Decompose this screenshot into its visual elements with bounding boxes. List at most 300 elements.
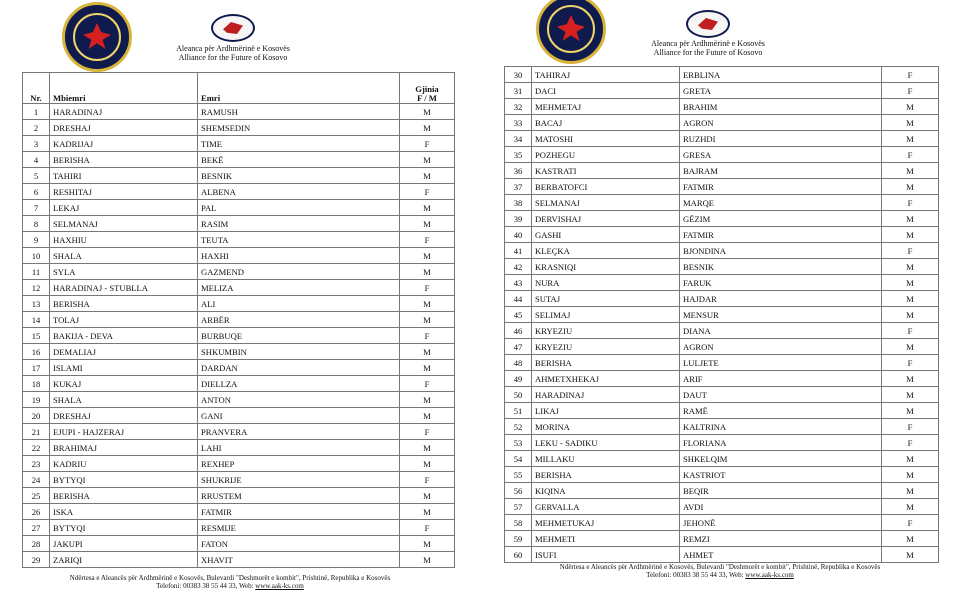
cell-nr: 32 — [505, 99, 532, 115]
cell-nr: 41 — [505, 243, 532, 259]
cell-nr: 34 — [505, 131, 532, 147]
cell-name: SHEMSEDIN — [198, 120, 400, 136]
cell-nr: 43 — [505, 275, 532, 291]
footer-web-link[interactable]: www.aak-ks.com — [745, 571, 794, 579]
cell-name: REMZI — [680, 531, 882, 547]
cell-surname: KASTRATI — [532, 163, 680, 179]
cell-gender: M — [882, 483, 939, 499]
cell-nr: 8 — [23, 216, 50, 232]
cell-name: RESMIJE — [198, 520, 400, 536]
cell-name: BURBUQE — [198, 328, 400, 344]
cell-nr: 60 — [505, 547, 532, 563]
cell-gender: M — [400, 168, 455, 184]
cell-gender: M — [882, 275, 939, 291]
party-emblem-logo — [62, 2, 132, 72]
table-row — [505, 371, 939, 387]
footer-phone: Telefoni: 00383 38 55 44 33, Web: — [646, 571, 744, 579]
cell-nr: 9 — [23, 232, 50, 248]
cell-surname: HAXHIU — [50, 232, 198, 248]
cell-nr: 37 — [505, 179, 532, 195]
cell-name: HAXHI — [198, 248, 400, 264]
cell-gender: M — [882, 211, 939, 227]
cell-nr: 17 — [23, 360, 50, 376]
cell-surname: GERVALLA — [532, 499, 680, 515]
cell-nr: 27 — [23, 520, 50, 536]
cell-nr: 33 — [505, 115, 532, 131]
cell-name: FLORIANA — [680, 435, 882, 451]
footer-address: Ndërtesa e Aleancës për Ardhmërinë e Kosovës, Bulevardi "Deshmorët e kombit", Prishtinë, Republika e Kosovës — [559, 563, 881, 571]
cell-surname: GASHI — [532, 227, 680, 243]
table-body-left — [23, 104, 455, 568]
page-footer-left — [40, 574, 420, 590]
cell-surname: LEKAJ — [50, 200, 198, 216]
cell-gender: M — [400, 408, 455, 424]
table-row — [505, 115, 939, 131]
table-row — [505, 451, 939, 467]
cell-nr: 38 — [505, 195, 532, 211]
cell-name: MELIZA — [198, 280, 400, 296]
cell-surname: BERBATOFCI — [532, 179, 680, 195]
cell-gender: M — [400, 440, 455, 456]
cell-nr: 14 — [23, 312, 50, 328]
cell-name: MARQE — [680, 195, 882, 211]
org-heading — [170, 44, 296, 62]
cell-nr: 51 — [505, 403, 532, 419]
cell-name: JEHONË — [680, 515, 882, 531]
cell-gender: M — [400, 104, 455, 120]
cell-surname: KRASNIQI — [532, 259, 680, 275]
table-row — [505, 467, 939, 483]
cell-surname: NURA — [532, 275, 680, 291]
cell-gender: M — [400, 312, 455, 328]
cell-name: FATMIR — [680, 227, 882, 243]
cell-nr: 15 — [23, 328, 50, 344]
table-row — [23, 408, 455, 424]
table-row — [23, 504, 455, 520]
table-row — [23, 104, 455, 120]
org-name-en: Alliance for the Future of Kosovo — [178, 53, 288, 62]
cell-gender: M — [882, 99, 939, 115]
footer-web-link[interactable]: www.aak-ks.com — [255, 582, 304, 590]
table-row — [23, 440, 455, 456]
cell-gender: M — [882, 499, 939, 515]
cell-nr: 31 — [505, 83, 532, 99]
cell-nr: 35 — [505, 147, 532, 163]
cell-nr: 46 — [505, 323, 532, 339]
cell-name: FARUK — [680, 275, 882, 291]
header-name: Emri — [198, 73, 400, 104]
cell-surname: LIKAJ — [532, 403, 680, 419]
table-row — [23, 536, 455, 552]
cell-nr: 22 — [23, 440, 50, 456]
cell-gender: M — [400, 120, 455, 136]
table-row — [505, 147, 939, 163]
cell-gender: M — [882, 179, 939, 195]
table-row — [23, 296, 455, 312]
cell-surname: DRESHAJ — [50, 120, 198, 136]
cell-name: BJONDINA — [680, 243, 882, 259]
cell-nr: 18 — [23, 376, 50, 392]
cell-name: MENSUR — [680, 307, 882, 323]
table-row — [505, 515, 939, 531]
cell-surname: MORINA — [532, 419, 680, 435]
cell-gender: M — [400, 536, 455, 552]
cell-name: AGRON — [680, 115, 882, 131]
cell-surname: MILLAKU — [532, 451, 680, 467]
table-row — [505, 483, 939, 499]
cell-gender: M — [882, 531, 939, 547]
cell-name: ALBENA — [198, 184, 400, 200]
cell-nr: 59 — [505, 531, 532, 547]
cell-nr: 54 — [505, 451, 532, 467]
cell-nr: 5 — [23, 168, 50, 184]
cell-nr: 12 — [23, 280, 50, 296]
cell-surname: DRESHAJ — [50, 408, 198, 424]
cell-surname: MEHMETUKAJ — [532, 515, 680, 531]
cell-surname: SELMANAJ — [532, 195, 680, 211]
document-page-right — [482, 0, 964, 600]
cell-gender: F — [400, 328, 455, 344]
cell-gender: M — [882, 115, 939, 131]
cell-nr: 44 — [505, 291, 532, 307]
cell-surname: BRAHIMAJ — [50, 440, 198, 456]
cell-surname: EJUPI - HAJZERAJ — [50, 424, 198, 440]
cell-surname: KRYEZIU — [532, 339, 680, 355]
footer-phone: Telefoni: 00383 38 55 44 33, Web: — [156, 582, 254, 590]
cell-nr: 30 — [505, 67, 532, 83]
footer-contact — [520, 571, 920, 579]
cell-name: PAL — [198, 200, 400, 216]
cell-name: SHUKRIJE — [198, 472, 400, 488]
cell-gender: M — [882, 259, 939, 275]
table-row — [23, 552, 455, 568]
cell-name: DAUT — [680, 387, 882, 403]
cell-name: ARIF — [680, 371, 882, 387]
cell-name: KALTRINA — [680, 419, 882, 435]
cell-name: AGRON — [680, 339, 882, 355]
cell-name: AVDI — [680, 499, 882, 515]
cell-nr: 4 — [23, 152, 50, 168]
cell-nr: 52 — [505, 419, 532, 435]
cell-surname: BAKIJA - DEVA — [50, 328, 198, 344]
table-row — [505, 307, 939, 323]
cell-surname: BYTYQI — [50, 520, 198, 536]
cell-name: GËZIM — [680, 211, 882, 227]
table-row — [23, 312, 455, 328]
table-row — [505, 179, 939, 195]
cell-surname: TAHIRAJ — [532, 67, 680, 83]
cell-surname: MEHMETAJ — [532, 99, 680, 115]
table-row — [505, 419, 939, 435]
cell-nr: 57 — [505, 499, 532, 515]
table-row — [505, 435, 939, 451]
table-row — [505, 211, 939, 227]
cell-name: BEKË — [198, 152, 400, 168]
org-name-sq: Aleanca për Ardhmërinë e Kosovës — [651, 39, 765, 48]
table-row — [23, 360, 455, 376]
cell-name: RASIM — [198, 216, 400, 232]
table-row — [505, 547, 939, 563]
cell-gender: M — [400, 456, 455, 472]
table-row — [23, 344, 455, 360]
cell-gender: F — [882, 355, 939, 371]
table-row — [505, 259, 939, 275]
cell-surname: HARADINAJ — [50, 104, 198, 120]
cell-name: LAHI — [198, 440, 400, 456]
cell-nr: 50 — [505, 387, 532, 403]
table-row — [23, 424, 455, 440]
cell-nr: 48 — [505, 355, 532, 371]
cell-surname: MEHMETI — [532, 531, 680, 547]
cell-gender: M — [882, 467, 939, 483]
table-row — [505, 355, 939, 371]
cell-gender: F — [400, 376, 455, 392]
cell-gender: M — [882, 163, 939, 179]
cell-nr: 7 — [23, 200, 50, 216]
cell-name: ANTON — [198, 392, 400, 408]
table-row — [23, 328, 455, 344]
cell-nr: 24 — [23, 472, 50, 488]
cell-surname: SUTAJ — [532, 291, 680, 307]
table-row — [505, 403, 939, 419]
party-seal-logo — [686, 10, 730, 38]
cell-nr: 56 — [505, 483, 532, 499]
cell-surname: DEMALIAJ — [50, 344, 198, 360]
table-row — [505, 275, 939, 291]
cell-nr: 19 — [23, 392, 50, 408]
cell-nr: 53 — [505, 435, 532, 451]
table-row — [505, 195, 939, 211]
cell-nr: 40 — [505, 227, 532, 243]
cell-gender: F — [882, 83, 939, 99]
cell-surname: AHMETXHEKAJ — [532, 371, 680, 387]
header-gender-title: Gjinia — [415, 84, 439, 94]
cell-surname: ISLAMI — [50, 360, 198, 376]
cell-name: TEUTA — [198, 232, 400, 248]
seal-mark-icon — [223, 22, 243, 34]
table-row — [23, 376, 455, 392]
cell-gender: M — [400, 216, 455, 232]
cell-nr: 39 — [505, 211, 532, 227]
cell-nr: 11 — [23, 264, 50, 280]
cell-surname: KRYEZIU — [532, 323, 680, 339]
cell-gender: M — [400, 296, 455, 312]
cell-gender: F — [882, 195, 939, 211]
cell-name: FATMIR — [198, 504, 400, 520]
cell-name: ERBLINA — [680, 67, 882, 83]
cell-nr: 36 — [505, 163, 532, 179]
cell-nr: 21 — [23, 424, 50, 440]
cell-surname: POZHEGU — [532, 147, 680, 163]
cell-surname: RESHITAJ — [50, 184, 198, 200]
cell-name: AHMET — [680, 547, 882, 563]
cell-gender: M — [400, 360, 455, 376]
table-row — [23, 232, 455, 248]
cell-nr: 3 — [23, 136, 50, 152]
cell-surname: BERISHA — [532, 467, 680, 483]
cell-surname: KIQINA — [532, 483, 680, 499]
cell-name: RUZHDI — [680, 131, 882, 147]
table-row — [23, 184, 455, 200]
cell-gender: M — [400, 200, 455, 216]
cell-name: PRANVERA — [198, 424, 400, 440]
table-row — [23, 136, 455, 152]
cell-name: SHKELQIM — [680, 451, 882, 467]
cell-nr: 42 — [505, 259, 532, 275]
cell-nr: 10 — [23, 248, 50, 264]
cell-gender: F — [400, 136, 455, 152]
cell-gender: F — [882, 147, 939, 163]
candidates-table-right — [504, 66, 939, 563]
party-emblem-logo — [536, 0, 606, 64]
cell-gender: F — [400, 184, 455, 200]
cell-gender: F — [882, 419, 939, 435]
table-row — [505, 163, 939, 179]
table-row — [505, 499, 939, 515]
page-footer-right — [520, 563, 920, 579]
cell-surname: ZARIQI — [50, 552, 198, 568]
cell-name: KASTRIOT — [680, 467, 882, 483]
cell-nr: 45 — [505, 307, 532, 323]
cell-name: LULJETE — [680, 355, 882, 371]
cell-name: GANI — [198, 408, 400, 424]
table-row — [505, 99, 939, 115]
table-row — [23, 200, 455, 216]
cell-surname: BACAJ — [532, 115, 680, 131]
cell-gender: M — [400, 504, 455, 520]
cell-gender: F — [882, 515, 939, 531]
cell-surname: BYTYQI — [50, 472, 198, 488]
table-row — [505, 67, 939, 83]
table-body-right — [505, 67, 939, 563]
table-row — [23, 168, 455, 184]
table-row — [505, 531, 939, 547]
table-row — [505, 243, 939, 259]
cell-name: BESNIK — [680, 259, 882, 275]
table-row — [23, 248, 455, 264]
cell-gender: F — [882, 435, 939, 451]
table-row — [23, 472, 455, 488]
cell-surname: DACI — [532, 83, 680, 99]
cell-name: TIME — [198, 136, 400, 152]
cell-gender: M — [882, 339, 939, 355]
table-row — [23, 120, 455, 136]
cell-surname: KUKAJ — [50, 376, 198, 392]
party-seal-logo — [211, 14, 255, 42]
cell-surname: ISUFI — [532, 547, 680, 563]
cell-gender: M — [882, 291, 939, 307]
cell-nr: 47 — [505, 339, 532, 355]
cell-surname: ISKA — [50, 504, 198, 520]
cell-surname: HARADINAJ - STUBLLA — [50, 280, 198, 296]
table-header-row — [23, 73, 455, 104]
cell-surname: MATOSHI — [532, 131, 680, 147]
cell-gender: M — [400, 392, 455, 408]
candidates-table-left — [22, 72, 455, 568]
cell-gender: M — [882, 387, 939, 403]
cell-name: BESNIK — [198, 168, 400, 184]
table-row — [505, 83, 939, 99]
cell-name: RAMUSH — [198, 104, 400, 120]
cell-gender: M — [882, 547, 939, 563]
table-row — [505, 291, 939, 307]
org-name-sq: Aleanca për Ardhmërinë e Kosovës — [176, 44, 290, 53]
org-heading — [645, 39, 771, 57]
table-row — [505, 227, 939, 243]
cell-surname: KADRIU — [50, 456, 198, 472]
cell-name: GRETA — [680, 83, 882, 99]
table-row — [23, 392, 455, 408]
cell-gender: M — [400, 344, 455, 360]
table-row — [23, 280, 455, 296]
cell-surname: SYLA — [50, 264, 198, 280]
cell-nr: 55 — [505, 467, 532, 483]
table-row — [505, 387, 939, 403]
table-row — [505, 323, 939, 339]
cell-gender: M — [882, 371, 939, 387]
cell-nr: 13 — [23, 296, 50, 312]
header-nr: Nr. — [23, 73, 50, 104]
cell-name: BAJRAM — [680, 163, 882, 179]
header-surname: Mbiemri — [50, 73, 198, 104]
table-row — [23, 264, 455, 280]
cell-nr: 6 — [23, 184, 50, 200]
cell-name: REXHEP — [198, 456, 400, 472]
cell-surname: HARADINAJ — [532, 387, 680, 403]
cell-nr: 23 — [23, 456, 50, 472]
cell-surname: DERVISHAJ — [532, 211, 680, 227]
cell-name: GAZMEND — [198, 264, 400, 280]
table-row — [23, 488, 455, 504]
cell-name: HAJDAR — [680, 291, 882, 307]
cell-gender: M — [400, 488, 455, 504]
cell-gender: F — [400, 472, 455, 488]
cell-surname: KLEÇKA — [532, 243, 680, 259]
cell-surname: JAKUPI — [50, 536, 198, 552]
cell-name: BEQIR — [680, 483, 882, 499]
cell-gender: F — [400, 424, 455, 440]
cell-gender: M — [400, 552, 455, 568]
cell-name: GRESA — [680, 147, 882, 163]
cell-nr: 29 — [23, 552, 50, 568]
cell-gender: M — [882, 451, 939, 467]
cell-name: DIELLZA — [198, 376, 400, 392]
cell-name: RAMË — [680, 403, 882, 419]
cell-gender: M — [400, 264, 455, 280]
cell-surname: SHALA — [50, 392, 198, 408]
footer-address: Ndërtesa e Aleancës për Ardhmërinë e Kosovës, Bulevardi "Deshmorët e kombit", Prishtinë, Republika e Kosovës — [69, 574, 391, 582]
cell-gender: M — [882, 307, 939, 323]
table-row — [23, 152, 455, 168]
cell-gender: M — [882, 403, 939, 419]
cell-gender: M — [882, 131, 939, 147]
cell-surname: SELIMAJ — [532, 307, 680, 323]
cell-gender: F — [882, 323, 939, 339]
cell-nr: 49 — [505, 371, 532, 387]
cell-nr: 58 — [505, 515, 532, 531]
table-row — [23, 520, 455, 536]
cell-surname: BERISHA — [50, 296, 198, 312]
cell-surname: SHALA — [50, 248, 198, 264]
cell-nr: 20 — [23, 408, 50, 424]
cell-nr: 2 — [23, 120, 50, 136]
cell-gender: F — [400, 520, 455, 536]
cell-surname: LEKU - SADIKU — [532, 435, 680, 451]
cell-gender: M — [400, 152, 455, 168]
table-row — [505, 339, 939, 355]
cell-name: DIANA — [680, 323, 882, 339]
cell-name: XHAVIT — [198, 552, 400, 568]
